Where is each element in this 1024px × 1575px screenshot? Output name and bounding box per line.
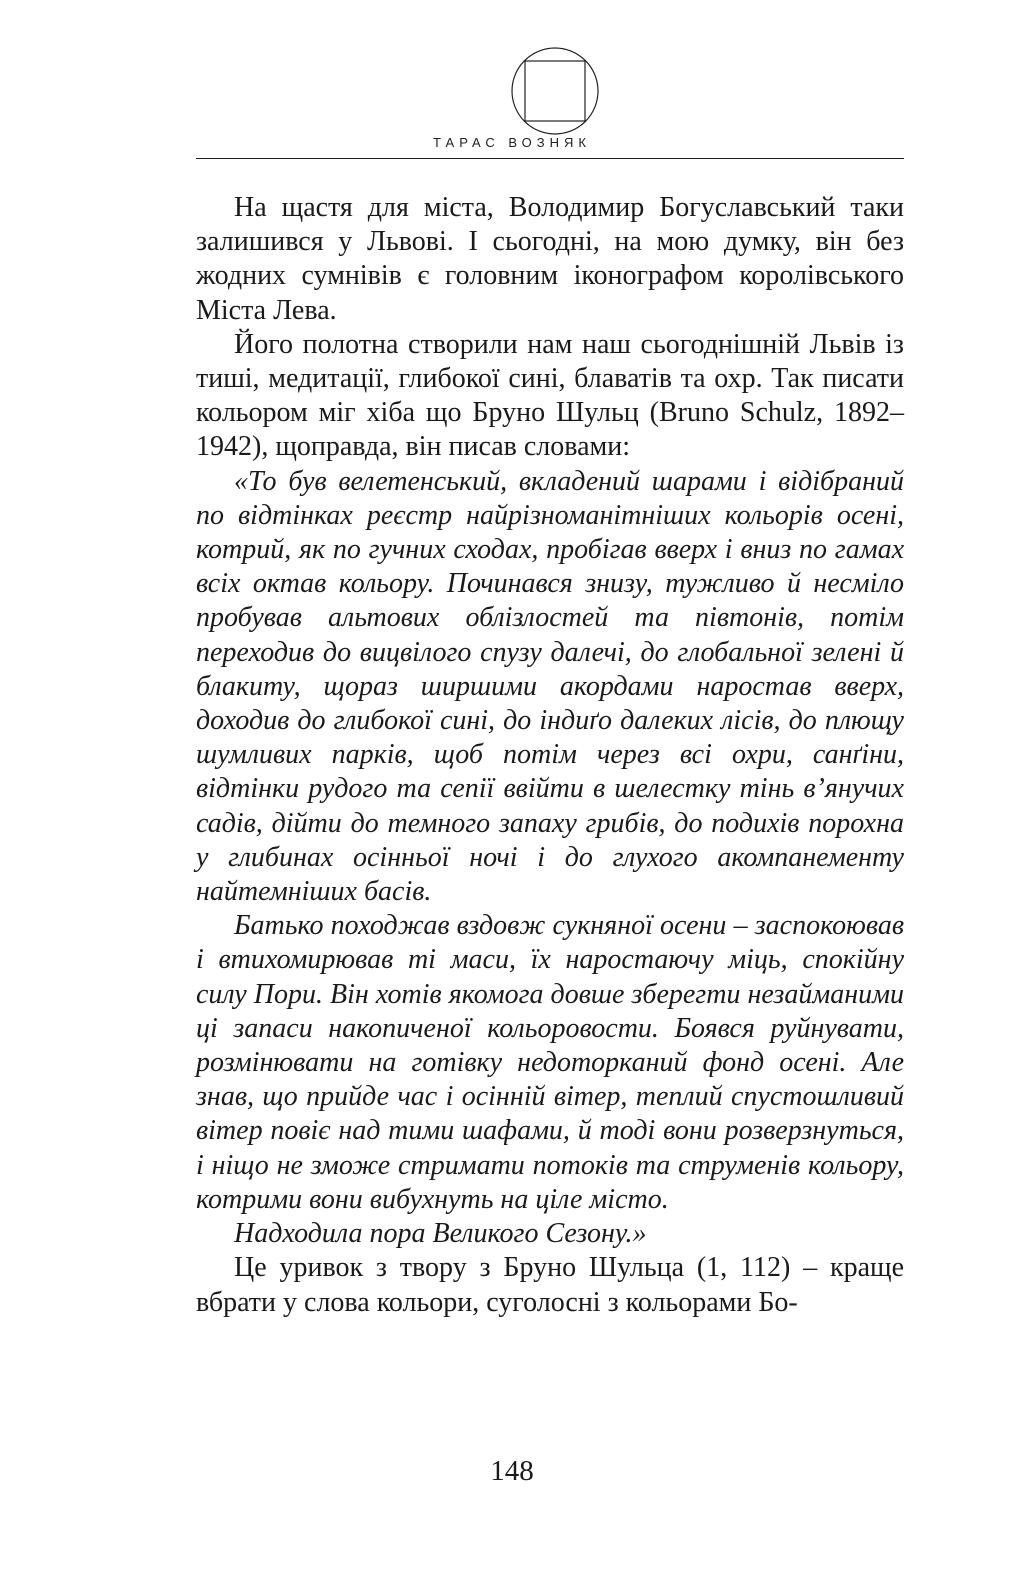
logo-circle-square-icon: [510, 46, 600, 136]
running-header-author: ТАРАС ВОЗНЯК: [433, 135, 591, 150]
quote-paragraph: Надходила пора Великого Сезону.»: [234, 1218, 647, 1250]
paragraph: Його полотна створили нам наш сьогоднішній Львів із тиші, медитації, глибокої сині, блаватів та охр. Так писати кольором міг хіба що Бруно Шульц (Bruno Schulz, 1892–1942), щоправда, він писав словами:: [196, 328, 904, 463]
page-body: [196, 191, 904, 1320]
quote-paragraph: «То був велетенський, вкладений шарами і відібраний по відтінках реєстр найрізноманітніших кольорів осені, котрий, як по гучних сходах, пробігав вверх і вниз по гамах всіх октав кольору. Починався знизу, тужливо й несміло пробував альтових облізлостей та півтонів, потім переходив до вицвілого спузу далечі, до глобальної зелені й блакиту, щораз ширшими акордами наростав вверх, доходив до глибокої сині, до індиґо далеких лісів, до плющу шумливих парків, щоб потім через всі охри, санґіни, відтінки рудого та сепії ввійти в шелестку тінь в’янучих садів, дійти до темного запаху грибів, до подихів порохна у глибинах осінньої ночі і до глухого акомпанементу найтемніших басів.: [196, 465, 904, 908]
paragraph: Це уривок з твору з Бруно Шульца (1, 112) – краще вбрати у слова кольори, суголосні з кольорами Бо-: [196, 1252, 904, 1318]
quote-paragraph: Батько походжав вздовж сукняної осени – заспокоював і втихомирював ті маси, їх наростаючу міць, спокійну силу Пори. Він хотів якомога довше зберегти незайманими ці запаси накопиченої кольоровости. Боявся руйнувати, розмінювати на готівку недоторканий фонд осені. Але знав, що прийде час і осінній вітер, теплий спустошливий вітер повіє над тими шафами, й тоді вони розверзнуться, і ніщо не зможе стримати потоків та струменів кольору, котрими вони вибухнуть на ціле місто.: [196, 910, 904, 1215]
page-number: 148: [490, 1455, 534, 1487]
paragraph: На щастя для міста, Володимир Богуславський таки залишився у Львові. І сьогодні, на мою думку, він без жодних сумнівів є головним іконографом королівського Міста Лева.: [196, 192, 904, 326]
header-divider: [196, 158, 904, 159]
